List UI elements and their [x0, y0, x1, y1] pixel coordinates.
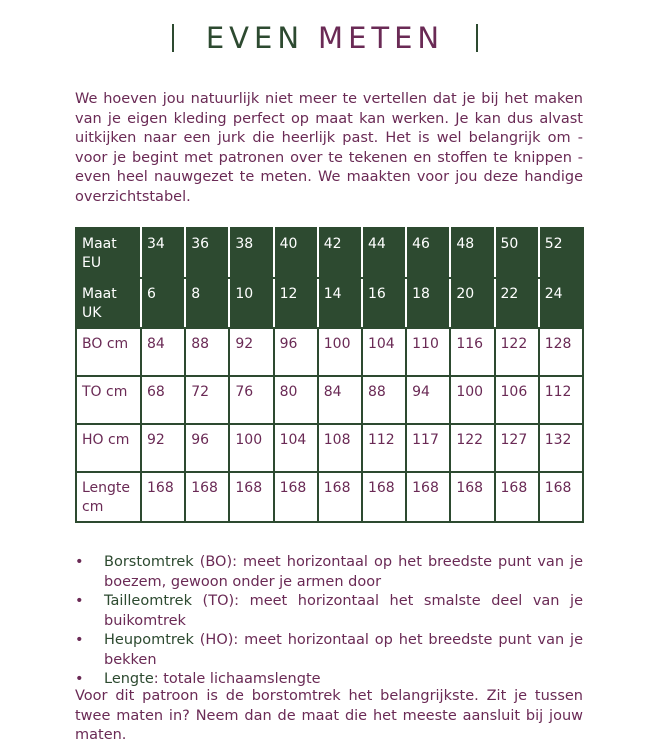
table-cell: 168 — [274, 472, 318, 522]
table-cell: 50 — [495, 228, 539, 278]
table-cell: 106 — [495, 376, 539, 424]
table-row — [76, 424, 583, 472]
page-title — [0, 18, 650, 58]
definition-text: (BO): meet horizontaal op het breedste punt van je boezem, gewoon onder je armen door — [104, 554, 583, 590]
table-cell: 18 — [406, 278, 450, 328]
definition-term: Borstomtrek — [104, 554, 194, 570]
table-cell: 92 — [141, 424, 185, 472]
table-row — [76, 228, 583, 278]
table-cell: 88 — [185, 328, 229, 376]
definition-term: Heupomtrek — [104, 632, 194, 648]
size-table — [75, 227, 584, 523]
table-cell: 117 — [406, 424, 450, 472]
measurement-definitions — [75, 553, 583, 690]
table-cell: 96 — [274, 328, 318, 376]
table-cell: 38 — [229, 228, 273, 278]
table-cell: 168 — [539, 472, 583, 522]
table-cell: 168 — [229, 472, 273, 522]
title-word-meten: METEN — [318, 21, 445, 55]
table-cell: 12 — [274, 278, 318, 328]
table-cell: 76 — [229, 376, 273, 424]
table-cell: 122 — [450, 424, 494, 472]
table-cell: 48 — [450, 228, 494, 278]
list-item — [75, 631, 583, 670]
table-cell: 168 — [362, 472, 406, 522]
table-cell: 168 — [450, 472, 494, 522]
definition-term: Tailleomtrek — [104, 593, 192, 609]
definition-text: (TO): meet horizontaal het smalste deel van je buikomtrek — [104, 593, 583, 629]
table-cell: 168 — [141, 472, 185, 522]
title-divider-left — [172, 24, 174, 52]
table-cell: 40 — [274, 228, 318, 278]
list-item — [75, 592, 583, 631]
table-row — [76, 472, 583, 522]
table-cell: 168 — [318, 472, 362, 522]
table-cell: 16 — [362, 278, 406, 328]
table-cell: 10 — [229, 278, 273, 328]
table-cell: 14 — [318, 278, 362, 328]
table-cell: 72 — [185, 376, 229, 424]
table-row — [76, 278, 583, 328]
table-cell: 46 — [406, 228, 450, 278]
table-cell: 84 — [318, 376, 362, 424]
list-item — [75, 553, 583, 592]
table-cell: 36 — [185, 228, 229, 278]
row-label: Lengte cm — [76, 472, 141, 522]
row-label: TO cm — [76, 376, 141, 424]
definition-text: (HO): meet horizontaal op het breedste punt van je bekken — [104, 632, 583, 668]
table-cell: 44 — [362, 228, 406, 278]
table-cell: 80 — [274, 376, 318, 424]
table-cell: 24 — [539, 278, 583, 328]
bullet-icon: • — [75, 593, 84, 609]
table-cell: 127 — [495, 424, 539, 472]
table-cell: 108 — [318, 424, 362, 472]
table-row — [76, 328, 583, 376]
bullet-icon: • — [75, 671, 84, 687]
table-cell: 168 — [406, 472, 450, 522]
bullet-icon: • — [75, 632, 84, 648]
outro-paragraph: Voor dit patroon is de borstomtrek het belangrijkste. Zit je tussen twee maten in? Neem dan de maat die het meeste aansluit bij jouw maten. — [75, 688, 583, 743]
table-cell: 104 — [274, 424, 318, 472]
table-cell: 128 — [539, 328, 583, 376]
definition-term: Lengte — [104, 671, 154, 687]
table-cell: 68 — [141, 376, 185, 424]
bullet-icon: • — [75, 554, 84, 570]
table-cell: 84 — [141, 328, 185, 376]
table-cell: 110 — [406, 328, 450, 376]
table-cell: 100 — [229, 424, 273, 472]
table-cell: 112 — [362, 424, 406, 472]
table-cell: 116 — [450, 328, 494, 376]
row-label: BO cm — [76, 328, 141, 376]
table-cell: 100 — [318, 328, 362, 376]
row-label: Maat EU — [76, 228, 141, 278]
table-cell: 22 — [495, 278, 539, 328]
table-cell: 92 — [229, 328, 273, 376]
table-cell: 100 — [450, 376, 494, 424]
table-cell: 112 — [539, 376, 583, 424]
table-cell: 6 — [141, 278, 185, 328]
table-cell: 96 — [185, 424, 229, 472]
table-cell: 168 — [495, 472, 539, 522]
table-cell: 20 — [450, 278, 494, 328]
table-cell: 52 — [539, 228, 583, 278]
title-divider-right — [476, 24, 478, 52]
table-cell: 88 — [362, 376, 406, 424]
row-label: HO cm — [76, 424, 141, 472]
table-row — [76, 376, 583, 424]
title-word-even: EVEN — [205, 21, 305, 55]
table-cell: 34 — [141, 228, 185, 278]
row-label: Maat UK — [76, 278, 141, 328]
definition-text: : totale lichaamslengte — [153, 671, 321, 687]
table-cell: 122 — [495, 328, 539, 376]
table-cell: 94 — [406, 376, 450, 424]
table-cell: 168 — [185, 472, 229, 522]
table-cell: 104 — [362, 328, 406, 376]
table-cell: 42 — [318, 228, 362, 278]
table-cell: 8 — [185, 278, 229, 328]
intro-paragraph: We hoeven jou natuurlijk niet meer te vertellen dat je bij het maken van je eigen kleding perfect op maat kan werken. Je kan dus alvast uitkijken naar een jurk die heerlijk past. Het is wel belangrijk om - voor je begint met patronen over te tekenen en stoffen te knippen - even heel nauwgezet te meten. We maakten voor jou deze handige overzichtstabel. — [75, 91, 583, 205]
table-cell: 132 — [539, 424, 583, 472]
